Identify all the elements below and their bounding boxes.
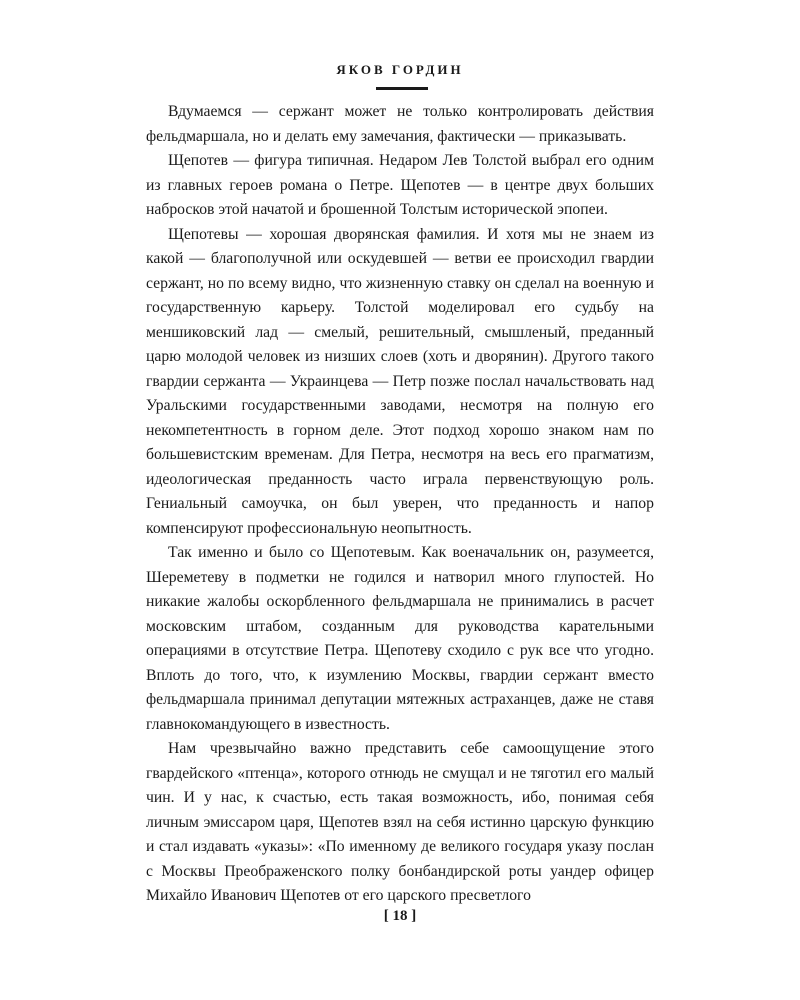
page-number: [ 18 ] [383, 908, 417, 924]
paragraph: Щепотевы — хорошая дворянская фамилия. И хотя мы не знаем из какой — благополучной или оскудевшей — ветви ее происходил гвардии сержант, но по всему видно, что жизненную ставку он сделал на военную и государственную карьеру. Толстой моделировал его судьбу на меншиковский лад — смелый, решительный, смышленый, преданный царю молодой человек из низших слоев (хоть и дворянин). Другого такого гвардии сержанта — Украинцева — Петр позже послал начальствовать над Уральскими государственными заводами, несмотря на полную его некомпетентность в горном деле. Этот подход хорошо знаком нам по большевистским временам. Для Петра, несмотря на весь его прагматизм, идеологическая преданность часто играла первенствующую роль. Гениальный самоучка, он был уверен, что преданность и напор компенсируют профессиональную неопытность. [146, 225, 654, 537]
paragraph: Нам чрезвычайно важно представить себе самоощущение этого гвардейского «птенца», которого отнюдь не смущал и не тяготил его малый чин. И у нас, к счастью, есть такая возможность, ибо, понимая себя личным эмиссаром царя, Щепотев взял на себя истинно царскую функцию и стал издавать «указы»: «По именному де великого государя указу послан с Москвы Преображенского полку бонбандирской роты уандер офицер Михайло Иванович Щепотев от его царского пресветлого [146, 740, 654, 904]
running-head: ЯКОВ ГОРДИН [336, 62, 464, 77]
header-rule [376, 87, 428, 90]
paragraph: Щепотев — фигура типичная. Недаром Лев Толстой выбрал его одним из главных героев романа о Петре. Щепотев — в центре двух больших набросков этой начатой и брошенной Толстым исторической эпопеи. [146, 152, 654, 218]
paragraph: Вдумаемся — сержант может не только контролировать действия фельдмаршала, но и делать ему замечания, фактически — приказывать. [146, 103, 654, 145]
body-text [146, 100, 654, 909]
paragraph: Так именно и было со Щепотевым. Как военачальник он, разумеется, Шереметеву в подметки не годился и натворил много глупостей. Но никакие жалобы оскорбленного фельдмаршала не принимались в расчет московским штабом, созданным для руководства карательными операциями в отсутствие Петра. Щепотеву сходило с рук все что угодно. Вплоть до того, что, к изумлению Москвы, гвардии сержант вместо фельдмаршала принимал депутации мятежных астраханцев, даже не ставя главнокомандующего в известность. [146, 544, 654, 733]
